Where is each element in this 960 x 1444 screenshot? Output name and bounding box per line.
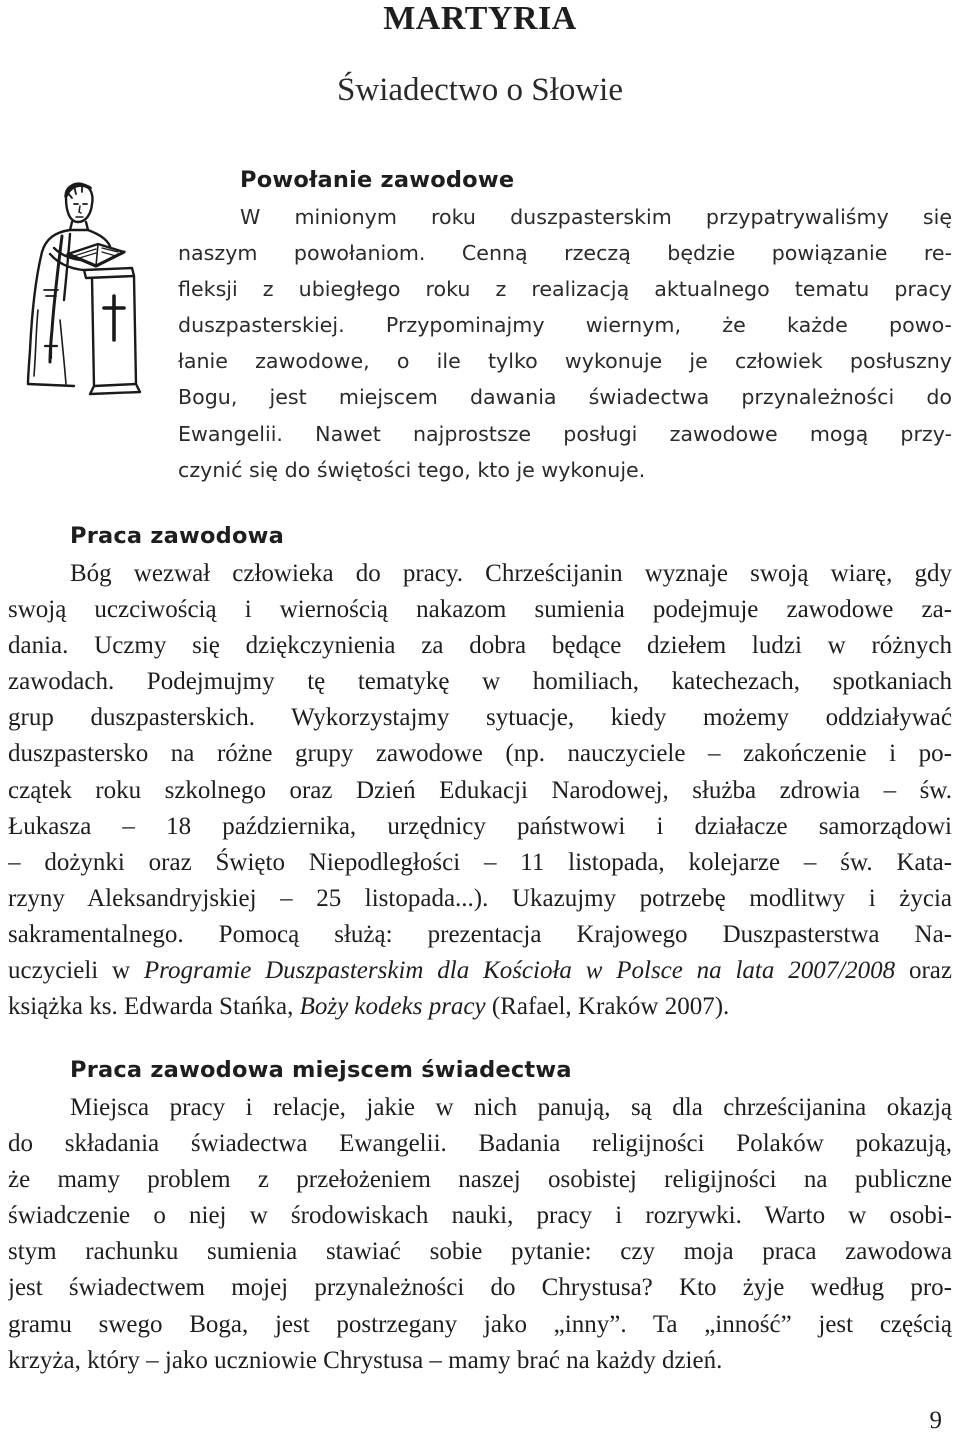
text-line: naszym powołaniom. Cenną rzeczą będzie powiązanie re- <box>178 241 952 266</box>
text-line: Miejsca pracy i relacje, jakie w nich panują, są dla chrześcijanina okazją <box>70 1094 952 1121</box>
text-line: czynić się do świętości tego, kto je wykonuje. <box>178 457 646 482</box>
text-line: jest świadectwem mojej przynależności do Chrystusa? Kto żyje według pro- <box>8 1274 952 1302</box>
text-line: rzyny Aleksandryjskiej – 25 listopada...). Ukazujmy potrzebę modlitwy i życia <box>8 884 952 912</box>
text-line: łanie zawodowe, o ile tylko wykonuje je człowiek posłuszny <box>178 349 952 374</box>
section-paragraph-powolanie <box>178 199 952 488</box>
page-subtitle: Świadectwo o Słowie <box>337 72 623 108</box>
text-line: świadczenie o niej w środowiskach nauki, pracy i rozrywki. Warto w osobi- <box>8 1202 952 1230</box>
text-line: czątek roku szkolnego oraz Dzień Edukacji Narodowej, służba zdrowia – św. <box>8 776 952 804</box>
text-line: dania. Uczmy się dziękczynienia za dobra będące dziełem ludzi w różnych <box>8 632 952 660</box>
text-line: Ewangelii. Nawet najprostsze posługi zawodowe mogą przy- <box>178 421 952 446</box>
text-line: W minionym roku duszpasterskim przypatrywaliśmy się <box>240 205 952 229</box>
text-line: stym rachunku sumienia stawiać sobie pytanie: czy moja praca zawodowa <box>8 1238 952 1266</box>
text-line: fleksji z ubiegłego roku z realizacją aktualnego tematu pracy <box>178 277 952 302</box>
text-line: grup duszpasterskich. Wykorzystajmy sytuacje, kiedy możemy oddziaływać <box>8 704 952 732</box>
text-line: duszpasterskiej. Przypominajmy wiernym, że każde powo- <box>178 313 952 338</box>
text-line <box>8 953 952 989</box>
text-span: oraz <box>895 957 952 985</box>
section-paragraph-swiadectwo <box>8 1090 952 1379</box>
text-line: duszpastersko na różne grupy zawodowe (np. nauczyciele – zakończenie i po- <box>8 740 952 768</box>
text-line: do składania świadectwa Ewangelii. Badania religijności Polaków pokazują, <box>8 1130 952 1158</box>
section-heading-praca: Praca zawodowa <box>70 523 284 549</box>
text-line: – dożynki oraz Święto Niepodległości – 11 listopada, kolejarze – św. Kata- <box>8 848 952 876</box>
section-paragraph-praca <box>8 556 952 1025</box>
page-title: MARTYRIA <box>383 0 577 37</box>
book-title-italic: Boży kodeks pracy <box>299 993 486 1021</box>
text-span: (Rafael, Kraków 2007). <box>485 993 730 1021</box>
text-span: uczycieli w <box>8 957 144 985</box>
text-line: sakramentalnego. Pomocą służą: prezentacja Krajowego Duszpasterstwa Na- <box>8 920 952 948</box>
section-heading-powolanie: Powołanie zawodowe <box>240 167 515 193</box>
text-line: Łukasza – 18 października, urzędnicy państwowi i działacze samorządowi <box>8 812 952 840</box>
text-line: Bóg wezwał człowieka do pracy. Chrześcijanin wyznaje swoją wiarę, gdy <box>70 560 952 587</box>
book-title-italic: Programie Duszpasterskim dla Kościoła w Polsce na lata 2007/2008 <box>143 957 896 985</box>
text-line: że mamy problem z przełożeniem naszej osobistej religijności na publiczne <box>8 1166 952 1194</box>
text-span: książka ks. Edwarda Stańka, <box>8 993 300 1021</box>
text-line: Bogu, jest miejscem dawania świadectwa przynależności do <box>178 385 952 410</box>
text-line: gramu swego Boga, jest postrzegany jako „inny”. Ta „inność” jest częścią <box>8 1310 952 1338</box>
page-number: 9 <box>929 1407 942 1434</box>
priest-lectern-illustration <box>14 180 146 398</box>
text-line <box>8 989 952 1025</box>
text-line: zawodach. Podejmujmy tę tematykę w homiliach, katechezach, spotkaniach <box>8 668 952 696</box>
section-heading-swiadectwo: Praca zawodowa miejscem świadectwa <box>70 1057 572 1083</box>
text-line: swoją uczciwością i wiernością nakazom sumienia podejmuje zawodowe za- <box>8 596 952 624</box>
text-line: krzyża, który – jako uczniowie Chrystusa – mamy brać na każdy dzień. <box>8 1346 723 1374</box>
